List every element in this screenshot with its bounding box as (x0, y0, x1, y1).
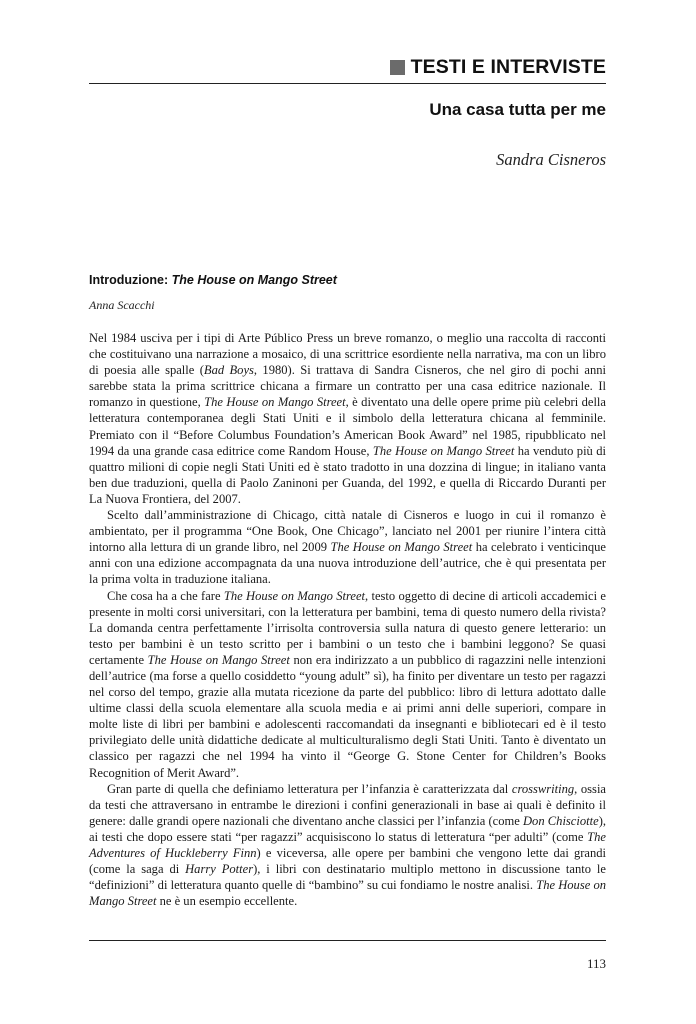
italic-title: The House on Mango Street (89, 878, 607, 909)
text-run: ), ai testi che dopo essere stati “per ragazzi” acquisiscono lo status di letteratura “per adulti” (come (89, 813, 607, 844)
italic-title: The House on Mango Street (147, 652, 290, 667)
section-header (390, 56, 606, 79)
body-paragraph (89, 330, 606, 507)
italic-title: Don Chisciotte (523, 813, 599, 828)
italic-title: The House on Mango Street (223, 588, 366, 603)
text-run: , ossia da testi che attraversano in entrambe le direzioni i confini generazionali in base ai quali è definito il genere: dalle grandi opere nazionali che diventano anche classici per l’infanzia (come (89, 781, 606, 828)
text-run: Nel 1984 usciva per i tipi di Arte Público Press un breve romanzo, o meglio una raccolta di racconti che costituivano una narrazione a mosaico, di una scrittrice esordiente nella narrativa, ma con un libro di poesia alle spalle ( (89, 331, 606, 378)
text-run: non era indirizzato a un pubblico di ragazzini nelle intenzioni dell’autrice (ma forse a quello cosiddetto “young adult” sì), ha finito per diventare un testo per ragazzi nel corso del tempo, grazie alla mutata ricezione da parte del pubblico: libro di lettura adottato dalle ultime classi della scuola elementare alla scuola media e ai primi anni delle superiori, compare in molte liste di libri per bambini e adolescenti raccomandati da insegnanti e bibliotecari ed è il testo privilegiato delle unità didattiche dedicate al multiculturalismo degli Stati Uniti. Tanto è diventato un classico per ragazzi che nel 1994 ha vinto il “George G. Stone Center for Children’s Books Recognition of Merit Award”. (89, 652, 606, 780)
article-body (89, 330, 606, 909)
italic-title: The House on Mango Street (330, 540, 473, 555)
body-paragraph (89, 588, 606, 781)
italic-title: The House on Mango Street (204, 395, 346, 410)
intro-author: Anna Scacchi (89, 298, 155, 312)
text-run: ne è un esempio eccellente. (156, 894, 298, 909)
section-label: TESTI E INTERVISTE (410, 56, 606, 78)
article-author: Sandra Cisneros (496, 150, 606, 169)
text-run: , 1980). Si trattava di Sandra Cisneros, che nel giro di pochi anni sarebbe stata la prima scrittrice chicana a firmare un contratto per una casa editrice nazionale. Il romanzo in questione, (89, 363, 606, 410)
intro-heading (89, 273, 337, 287)
body-paragraph (89, 781, 606, 910)
italic-title: The Adventures of Huckleberry Finn (89, 829, 606, 860)
section-square-icon (390, 60, 405, 75)
italic-title: Bad Boys (203, 363, 254, 378)
body-paragraph (89, 507, 606, 587)
text-run: ) e viceversa, alle opere per bambini che vengono lette dai grandi (come la saga di (89, 846, 606, 877)
intro-heading-prefix: Introduzione: (89, 273, 172, 287)
text-run: ), i libri con destinatario multiplo mettono in discussione tanto le “definizioni” di letteratura quanto quelle di “bambino” su cui fondiamo le nostre analisi. (89, 862, 606, 893)
text-run: Che cosa ha a che fare (107, 588, 224, 603)
text-run: ha venduto più di quattro milioni di copie negli Stati Uniti ed è stato tradotto in una dozzina di lingue; in italiano vanta ben due traduzioni, quella di Paolo Zaninoni per Guanda, del 1992, e quella di Riccardo Duranti per La Nuova Frontiera, del 2007. (89, 443, 606, 506)
text-run: Scelto dall’amministrazione di Chicago, città natale di Cisneros e luogo in cui il romanzo è ambientato, per il programma “One Book, One Chicago”, lanciato nel 2001 per riunire l’intera città intorno alla lettura di un grande libro, nel 2009 (89, 508, 606, 555)
text-run: , è diventato una delle opere prime più celebri della letteratura contemporanea degli Stati Uniti e il simbolo della letteratura chicana al femminile. Premiato con il “Before Columbus Foundation’s American Book Award” nel 1985, ripubblicato nel 1994 da una grande casa editrice come Random House, (89, 395, 606, 458)
text-run: Gran parte di quella che definiamo letteratura per l’infanzia è caratterizzata dal (107, 781, 512, 796)
italic-title: The House on Mango Street (372, 443, 515, 458)
italic-title: crosswriting (511, 781, 575, 796)
text-run: ha celebrato i venticinque anni con una edizione accompagnata da una nuova introduzione dell’autrice, che è qui presentata per la prima volta in traduzione italiana. (89, 540, 606, 587)
italic-title: Harry Potter (185, 862, 254, 877)
text-run: , testo oggetto di decine di articoli accademici e presente in molti corsi universitari, con la letteratura per bambini, tema di questo numero della rivista? La domanda centra perfettamente l’irrisolta controversia sulla natura di questo genere letterario: un testo per bambini è un testo scritto per i bambini o un testo che i bambini leggono? Se quasi certamente (89, 588, 606, 667)
intro-heading-book: The House on Mango Street (171, 273, 337, 287)
bottom-rule (89, 940, 606, 941)
top-rule (89, 83, 606, 84)
article-title: Una casa tutta per me (429, 100, 606, 119)
page-number: 113 (586, 956, 606, 971)
